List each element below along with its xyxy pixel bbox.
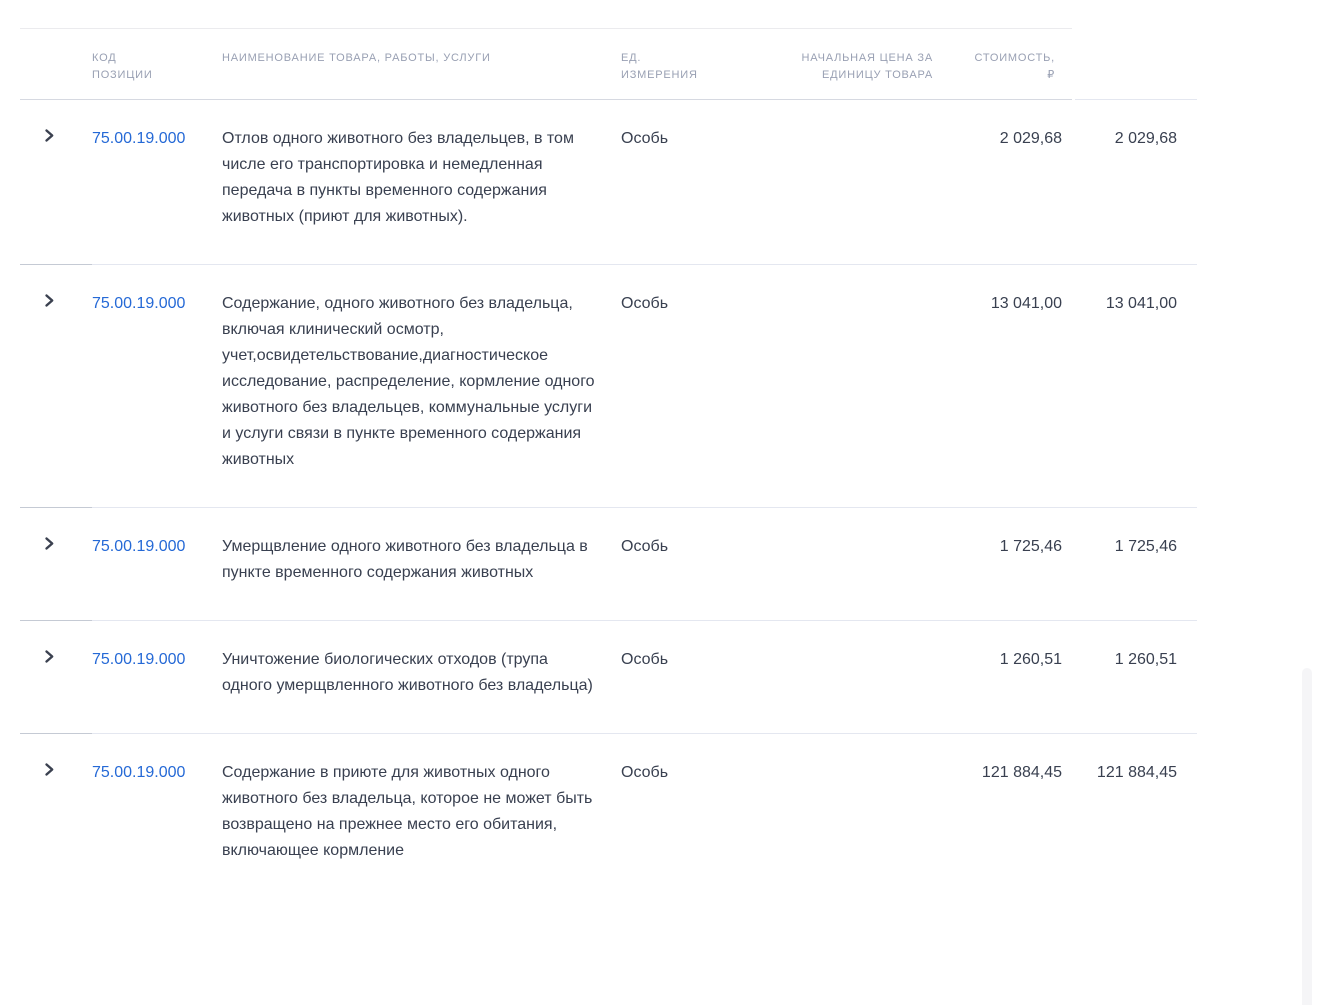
unit-price-value: 1 725,46 [999,538,1062,555]
expand-row-button[interactable] [42,649,56,664]
col-header-label: СТОИМОСТЬ, ₽ [974,52,1055,81]
unit-price-value: 2 029,68 [999,130,1062,147]
item-name: Содержание, одного животного без владельца, включая клинический осмотр, учет,освидетельствование,диагностическое исследование, распределение, кормление одного животного без владельцев, коммунальные услуги и услуги связи в пункте временного содержания животных [222,295,595,468]
chevron-right-icon [42,762,56,777]
name-cell [222,621,621,734]
expander-cell [20,265,92,508]
cost-value: 13 041,00 [1105,295,1177,312]
expander-cell [20,100,92,265]
cost-cell [1072,734,1197,898]
code-cell [92,100,222,265]
position-code-link[interactable]: 75.00.19.000 [92,538,186,555]
expander-cell [20,621,92,734]
cost-cell [1072,265,1197,508]
cost-value: 121 884,45 [1096,764,1177,781]
col-header-position-code [92,28,222,100]
col-header-item-name [222,28,621,100]
unit-price-cell [933,265,1072,508]
positions-table-page [0,28,1320,898]
unit-price-spacer-cell [741,265,933,508]
expand-row-button[interactable] [42,762,56,777]
col-header-label: ЕД. ИЗМЕРЕНИЯ [621,52,698,81]
header-expander-spacer [20,28,92,100]
col-header-pinned-cost [1072,28,1197,100]
unit-price-spacer-cell [741,621,933,734]
col-header-label: НАИМЕНОВАНИЕ ТОВАРА, РАБОТЫ, УСЛУГИ [222,52,491,64]
table-row [20,734,1197,898]
code-cell [92,508,222,621]
expander-cell [20,734,92,898]
table-row [20,508,1197,621]
vertical-scrollbar[interactable] [1302,668,1312,1005]
unit-cell [621,734,741,898]
unit-price-cell [933,734,1072,898]
unit-price-spacer-cell [741,100,933,265]
table-row [20,100,1197,265]
cost-value: 1 260,51 [1114,651,1177,668]
unit-value: Особь [621,295,669,312]
position-code-link[interactable]: 75.00.19.000 [92,651,186,668]
unit-value: Особь [621,538,669,555]
unit-price-cell [933,508,1072,621]
position-code-link[interactable]: 75.00.19.000 [92,295,186,312]
unit-cell [621,100,741,265]
col-header-cost [933,28,1072,100]
col-header-unit-price [741,28,933,100]
cost-cell [1072,508,1197,621]
unit-value: Особь [621,130,669,147]
item-name: Уничтожение биологических отходов (трупа одного умерщвленного животного без владельца) [222,651,593,694]
col-header-label: НАЧАЛЬНАЯ ЦЕНА ЗА ЕДИНИЦУ ТОВАРА [801,52,933,81]
unit-cell [621,621,741,734]
item-name: Отлов одного животного без владельцев, в том числе его транспортировка и немедленная передача в пункты временного содержания животных (приют для животных). [222,130,574,225]
unit-price-cell [933,621,1072,734]
unit-price-value: 13 041,00 [990,295,1062,312]
unit-cell [621,508,741,621]
col-header-unit [621,28,741,100]
unit-value: Особь [621,651,669,668]
cost-value: 1 725,46 [1114,538,1177,555]
expand-row-button[interactable] [42,293,56,308]
table-row [20,621,1197,734]
code-cell [92,621,222,734]
name-cell [222,508,621,621]
cost-cell [1072,100,1197,265]
unit-price-value: 1 260,51 [999,651,1062,668]
name-cell [222,100,621,265]
chevron-right-icon [42,649,56,664]
chevron-right-icon [42,128,56,143]
expand-row-button[interactable] [42,536,56,551]
table-row [20,265,1197,508]
chevron-right-icon [42,293,56,308]
item-name: Содержание в приюте для животных одного животного без владельца, которое не может быть возвращено на прежнее место его обитания, включающее кормление [222,764,593,859]
table-header-row [20,28,1197,100]
code-cell [92,265,222,508]
positions-table [20,28,1197,898]
unit-price-cell [933,100,1072,265]
unit-value: Особь [621,764,669,781]
unit-price-value: 121 884,45 [981,764,1062,781]
unit-cell [621,265,741,508]
position-code-link[interactable]: 75.00.19.000 [92,130,186,147]
expander-cell [20,508,92,621]
item-name: Умерщвление одного животного без владельца в пункте временного содержания животных [222,538,588,581]
name-cell [222,265,621,508]
cost-cell [1072,621,1197,734]
name-cell [222,734,621,898]
col-header-label: КОД ПОЗИЦИИ [92,52,153,81]
expand-row-button[interactable] [42,128,56,143]
chevron-right-icon [42,536,56,551]
unit-price-spacer-cell [741,734,933,898]
code-cell [92,734,222,898]
position-code-link[interactable]: 75.00.19.000 [92,764,186,781]
unit-price-spacer-cell [741,508,933,621]
cost-value: 2 029,68 [1114,130,1177,147]
